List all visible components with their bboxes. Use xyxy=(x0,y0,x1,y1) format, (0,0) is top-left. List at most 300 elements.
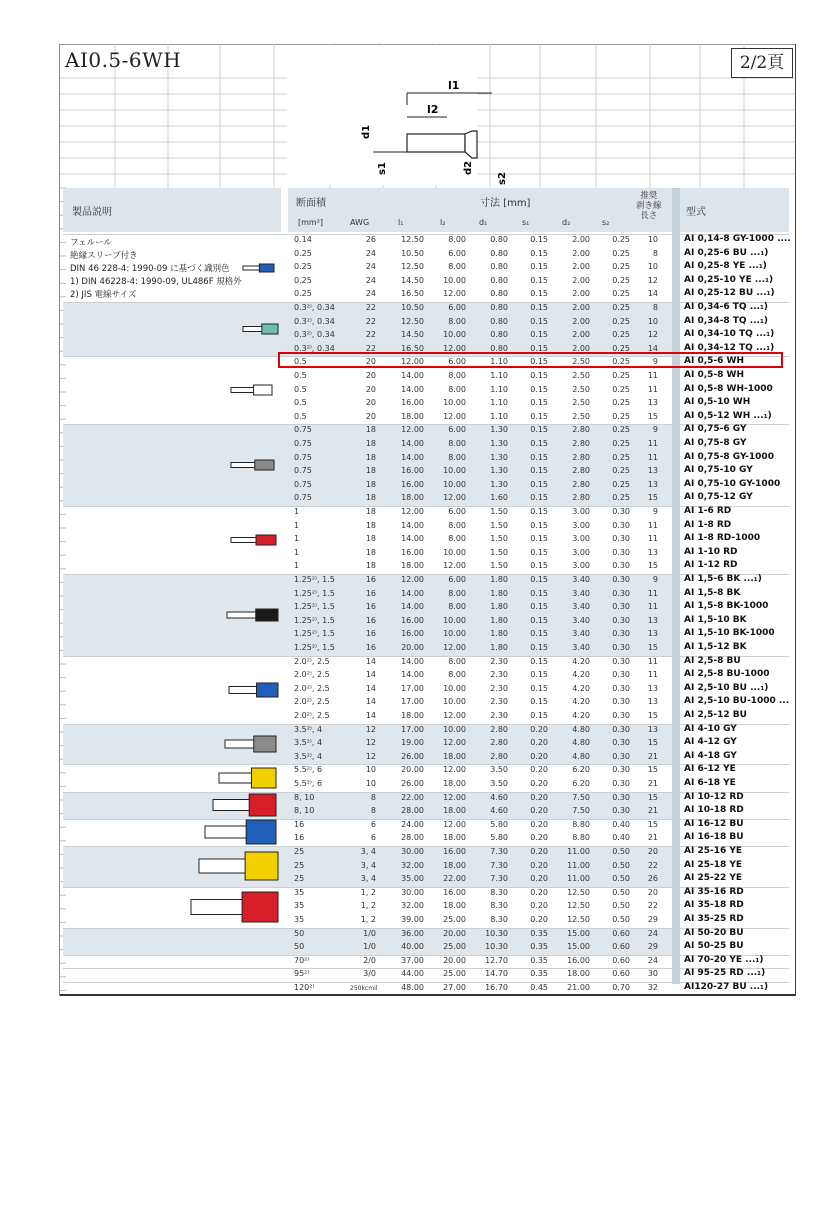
cell-awg: 3, 4 xyxy=(360,847,376,856)
cell-s2: 0.30 xyxy=(612,765,630,775)
cell-s2: 0.30 xyxy=(612,779,630,788)
cell-s2: 0.25 xyxy=(612,248,630,258)
model-name: AI 6-12 YE xyxy=(684,764,736,775)
cell-l2: 8.00 xyxy=(448,384,466,394)
cell-d2: 3.00 xyxy=(572,507,590,516)
table-row xyxy=(290,928,672,942)
cell-awg: 12 xyxy=(365,738,376,748)
cell-l2: 10.00 xyxy=(443,697,466,707)
cell-cross-section: 1.25²⁾, 1.5 xyxy=(294,629,335,639)
cell-d2: 2.00 xyxy=(572,330,590,340)
cell-d2: 8.80 xyxy=(572,833,590,843)
table-row xyxy=(290,819,672,833)
cell-strip-length: 22 xyxy=(647,901,658,911)
table-row xyxy=(290,424,672,438)
cell-l1: 16.00 xyxy=(401,479,424,489)
cell-s2: 0.50 xyxy=(612,901,630,911)
cell-s2: 0.25 xyxy=(612,452,630,462)
cell-awg: 18 xyxy=(365,466,376,476)
cell-l2: 6.00 xyxy=(448,248,466,258)
ferrule-color-icon xyxy=(218,766,282,790)
cell-awg: 12 xyxy=(365,751,376,761)
cell-d1: 1.10 xyxy=(490,398,508,408)
cell-s1: 0.15 xyxy=(530,248,548,258)
cell-d1: 8.30 xyxy=(490,887,508,897)
description-line: 2) JIS 電線サイズ xyxy=(70,290,137,300)
cell-strip-length: 15 xyxy=(647,711,658,720)
cell-awg: 18 xyxy=(365,507,376,516)
cell-d2: 21.00 xyxy=(567,983,590,992)
cell-s2: 0.25 xyxy=(612,384,630,394)
cell-cross-section: 2.0²⁾, 2.5 xyxy=(294,697,330,707)
cell-d2: 2.00 xyxy=(572,248,590,258)
model-name: AI 0,5-8 WH xyxy=(684,370,744,380)
cell-l1: 30.00 xyxy=(401,887,424,897)
cell-awg: 8 xyxy=(370,792,376,802)
cell-s2: 0.30 xyxy=(612,615,630,625)
s2-label: s2 xyxy=(497,172,508,185)
cell-strip-length: 8 xyxy=(652,248,658,258)
cell-l1: 14.00 xyxy=(401,439,424,448)
cell-cross-section: 35 xyxy=(294,915,305,924)
cell-s2: 0.25 xyxy=(612,357,630,367)
model-name: AI 25-16 YE xyxy=(684,846,743,856)
model-name: AI 70-20 YE ...₁) xyxy=(684,954,764,965)
table-row xyxy=(290,234,672,248)
cell-s1: 0.15 xyxy=(530,479,548,489)
cell-awg: 18 xyxy=(365,439,376,448)
table-row xyxy=(290,465,672,479)
model-name: AI 1,5-10 BK-1000 xyxy=(684,628,775,639)
model-name: AI 25-18 YE xyxy=(684,859,743,870)
cell-l2: 8.00 xyxy=(448,439,466,448)
cell-s2: 0.25 xyxy=(612,439,630,448)
header-cross-section: 断面積 xyxy=(296,198,326,209)
cell-strip-length: 11 xyxy=(647,371,658,380)
model-name: AI 1,5-12 BK xyxy=(684,642,747,652)
cell-d1: 1.10 xyxy=(490,411,508,421)
cell-awg: 18 xyxy=(365,493,376,503)
cell-d1: 0.80 xyxy=(490,248,508,258)
cell-strip-length: 14 xyxy=(647,289,658,299)
table-row xyxy=(290,615,672,629)
cell-d2: 12.50 xyxy=(567,887,590,897)
document-title: AI0.5-6WH xyxy=(65,48,182,72)
cell-s1: 0.15 xyxy=(530,697,548,707)
cell-s2: 0.30 xyxy=(612,656,630,666)
cell-d2: 2.50 xyxy=(572,398,590,408)
cell-d1: 10.30 xyxy=(485,928,508,938)
cell-l2: 10.00 xyxy=(443,479,466,489)
cell-cross-section: 1.25²⁾, 1.5 xyxy=(294,615,335,625)
cell-l2: 12.00 xyxy=(443,561,466,571)
cell-d2: 2.00 xyxy=(572,275,590,285)
cell-cross-section: 2.0²⁾, 2.5 xyxy=(294,656,330,666)
cell-d1: 7.30 xyxy=(490,874,508,884)
cell-l2: 10.00 xyxy=(443,547,466,557)
cell-s1: 0.15 xyxy=(530,711,548,720)
table-row xyxy=(290,900,672,914)
table-row xyxy=(290,628,672,642)
cell-d1: 1.30 xyxy=(490,439,508,448)
cell-d1: 1.30 xyxy=(490,452,508,462)
cell-d1: 14.70 xyxy=(485,969,508,979)
cell-l2: 25.00 xyxy=(443,942,466,952)
cell-s1: 0.15 xyxy=(530,303,548,312)
cell-d2: 2.50 xyxy=(572,357,590,367)
cell-s2: 0.30 xyxy=(612,711,630,720)
cell-cross-section: 1 xyxy=(294,507,300,516)
cell-d2: 2.00 xyxy=(572,289,590,299)
cell-cross-section: 16 xyxy=(294,819,305,829)
cell-d1: 8.30 xyxy=(490,915,508,924)
cell-awg: 18 xyxy=(365,452,376,462)
cell-strip-length: 20 xyxy=(647,847,658,856)
cell-s1: 0.20 xyxy=(530,901,548,911)
cell-s1: 0.15 xyxy=(530,411,548,421)
table-row xyxy=(290,724,672,738)
cell-d2: 3.40 xyxy=(572,629,590,639)
model-name: AI 4-12 GY xyxy=(684,737,737,748)
cell-strip-length: 15 xyxy=(647,643,658,652)
cell-d1: 1.50 xyxy=(490,534,508,544)
cell-s2: 0.30 xyxy=(612,738,630,748)
cell-s2: 0.50 xyxy=(612,860,630,870)
cell-l2: 22.00 xyxy=(443,874,466,884)
cell-cross-section: 50 xyxy=(294,942,305,952)
cell-s1: 0.35 xyxy=(530,942,548,952)
cell-cross-section: 0.3²⁾, 0.34 xyxy=(294,316,335,326)
cell-cross-section: 0.25 xyxy=(294,262,312,272)
cell-awg: 1, 2 xyxy=(360,915,376,924)
cell-l2: 18.00 xyxy=(443,779,466,788)
ferrule-collar xyxy=(465,131,477,158)
model-name: AI 2,5-8 BU-1000 xyxy=(684,669,770,680)
cell-cross-section: 1 xyxy=(294,534,300,544)
cell-d1: 4.60 xyxy=(490,792,508,802)
cell-cross-section: 5.5²⁾, 6 xyxy=(294,765,323,775)
cell-awg: 1/0 xyxy=(363,942,376,952)
table-row xyxy=(290,302,672,316)
cell-l2: 8.00 xyxy=(448,670,466,680)
cell-strip-length: 13 xyxy=(647,683,658,693)
model-name: AI 0,34-12 TQ ...₁) xyxy=(684,342,775,353)
cell-d2: 3.00 xyxy=(572,561,590,571)
cell-strip-length: 15 xyxy=(647,765,658,775)
model-name: AI 1-10 RD xyxy=(684,546,738,557)
model-name: AI 35-16 RD xyxy=(684,886,744,897)
cell-s1: 0.15 xyxy=(530,520,548,530)
model-name: AI 95-25 RD ...₁) xyxy=(684,968,766,979)
cell-l2: 12.00 xyxy=(443,643,466,652)
cell-s1: 0.20 xyxy=(530,779,548,788)
cell-strip-length: 30 xyxy=(647,969,658,979)
cell-strip-length: 21 xyxy=(647,751,658,761)
cell-cross-section: 0.5 xyxy=(294,411,307,421)
cell-l2: 8.00 xyxy=(448,235,466,244)
cell-s2: 0.30 xyxy=(612,507,630,516)
cell-strip-length: 11 xyxy=(647,534,658,544)
cell-strip-length: 9 xyxy=(652,357,658,367)
cell-l1: 28.00 xyxy=(401,806,424,816)
cell-d2: 3.40 xyxy=(572,602,590,612)
cell-s1: 0.15 xyxy=(530,507,548,516)
model-name: AI 0,75-8 GY-1000 xyxy=(684,451,774,462)
cell-l1: 30.00 xyxy=(401,847,424,856)
cell-strip-length: 10 xyxy=(647,316,658,326)
cell-s1: 0.15 xyxy=(530,357,548,367)
cell-l1: 14.00 xyxy=(401,520,424,530)
model-column-divider xyxy=(672,188,680,984)
cell-d2: 18.00 xyxy=(567,969,590,979)
model-name: AI 0,75-8 GY xyxy=(684,438,747,448)
cell-cross-section: 1.25²⁾, 1.5 xyxy=(294,643,335,652)
cell-d2: 2.80 xyxy=(572,479,590,489)
cell-l2: 25.00 xyxy=(443,915,466,924)
cell-s2: 0.30 xyxy=(612,724,630,734)
cell-strip-length: 11 xyxy=(647,656,658,666)
cell-awg: 20 xyxy=(365,371,376,380)
cell-l1: 14.00 xyxy=(401,670,424,680)
cell-l2: 6.00 xyxy=(448,303,466,312)
cell-l1: 20.00 xyxy=(401,643,424,652)
cell-s2: 0.30 xyxy=(612,547,630,557)
cell-awg: 16 xyxy=(365,629,376,639)
cell-d2: 4.20 xyxy=(572,697,590,707)
header-s1: s₁ xyxy=(522,218,530,227)
cell-l1: 12.00 xyxy=(401,507,424,516)
model-name: AI 2,5-8 BU xyxy=(684,655,741,666)
cell-awg: 18 xyxy=(365,425,376,435)
cell-awg: 20 xyxy=(365,398,376,408)
cell-s2: 0.30 xyxy=(612,806,630,816)
ferrule-color-icon xyxy=(204,818,282,846)
cell-awg: 12 xyxy=(365,724,376,734)
cell-l2: 6.00 xyxy=(448,507,466,516)
cell-l1: 40.00 xyxy=(401,942,424,952)
header-description: 製品説明 xyxy=(72,207,112,218)
cell-awg: 24 xyxy=(365,248,376,258)
header-d2: d₂ xyxy=(562,218,571,227)
description-line: フェルール xyxy=(70,238,112,248)
cell-l1: 14.50 xyxy=(401,275,424,285)
cell-d2: 2.80 xyxy=(572,466,590,476)
cell-s1: 0.15 xyxy=(530,384,548,394)
ferrule-color-icon xyxy=(230,533,282,547)
cell-awg: 14 xyxy=(365,683,376,693)
cell-strip-length: 32 xyxy=(647,983,658,992)
cell-d1: 0.80 xyxy=(490,330,508,340)
cell-cross-section: 0.3²⁾, 0.34 xyxy=(294,303,335,312)
cell-strip-length: 22 xyxy=(647,860,658,870)
model-name: AI 6-18 YE xyxy=(684,778,736,788)
cell-strip-length: 15 xyxy=(647,411,658,421)
cell-d1: 0.80 xyxy=(490,316,508,326)
cell-s2: 0.30 xyxy=(612,534,630,544)
cell-s1: 0.20 xyxy=(530,751,548,761)
cell-d2: 11.00 xyxy=(567,860,590,870)
cell-strip-length: 10 xyxy=(647,235,658,244)
model-name: AI 0,5-6 WH xyxy=(684,356,744,367)
cell-strip-length: 21 xyxy=(647,806,658,816)
cell-s1: 0.15 xyxy=(530,629,548,639)
table-row xyxy=(290,792,672,806)
cell-l1: 17.00 xyxy=(401,697,424,707)
cell-strip-length: 11 xyxy=(647,520,658,530)
cell-d1: 10.30 xyxy=(485,942,508,952)
cell-d1: 7.30 xyxy=(490,847,508,856)
cell-awg: 18 xyxy=(365,547,376,557)
model-name: AI 0,25-12 BU ...₁) xyxy=(684,288,775,299)
cell-l2: 6.00 xyxy=(448,357,466,367)
cell-l1: 17.00 xyxy=(401,724,424,734)
cell-s2: 0.25 xyxy=(612,330,630,340)
cell-d1: 1.60 xyxy=(490,493,508,503)
cell-d2: 2.00 xyxy=(572,316,590,326)
cell-s1: 0.45 xyxy=(530,983,548,992)
cell-cross-section: 3.5²⁾, 4 xyxy=(294,738,323,748)
ferrule-dimension-figure xyxy=(287,45,508,185)
cell-s1: 0.15 xyxy=(530,452,548,462)
table-row xyxy=(290,642,672,656)
cell-d2: 2.80 xyxy=(572,493,590,503)
cell-awg: 16 xyxy=(365,643,376,652)
cell-s2: 0.30 xyxy=(612,683,630,693)
cell-d2: 4.20 xyxy=(572,711,590,720)
cell-d1: 8.30 xyxy=(490,901,508,911)
cell-s2: 0.50 xyxy=(612,847,630,856)
cell-cross-section: 0.3²⁾, 0.34 xyxy=(294,330,335,340)
cell-s1: 0.15 xyxy=(530,547,548,557)
model-name: AI 50-25 BU xyxy=(684,941,744,952)
cell-d1: 2.80 xyxy=(490,751,508,761)
cell-d2: 12.50 xyxy=(567,915,590,924)
cell-s2: 0.25 xyxy=(612,466,630,476)
cell-strip-length: 13 xyxy=(647,398,658,408)
cell-s1: 0.20 xyxy=(530,819,548,829)
cell-cross-section: 8, 10 xyxy=(294,806,315,816)
cell-awg: 2/0 xyxy=(363,955,376,965)
cell-l1: 16.00 xyxy=(401,398,424,408)
cell-s2: 0.40 xyxy=(612,819,630,829)
cell-cross-section: 35 xyxy=(294,887,305,897)
table-row xyxy=(290,968,672,982)
table-row xyxy=(290,560,672,574)
cell-awg: 14 xyxy=(365,711,376,720)
cell-awg: 20 xyxy=(365,411,376,421)
cell-cross-section: 2.0²⁾, 2.5 xyxy=(294,711,330,720)
cell-awg: 22 xyxy=(365,316,376,326)
cell-strip-length: 15 xyxy=(647,561,658,571)
model-name: AI 50-20 BU xyxy=(684,927,744,938)
cell-strip-length: 15 xyxy=(647,738,658,748)
model-name: AI 0,25-6 BU ...₁) xyxy=(684,247,769,258)
cell-s2: 0.25 xyxy=(612,411,630,421)
cell-s1: 0.20 xyxy=(530,847,548,856)
cell-s2: 0.30 xyxy=(612,520,630,530)
cell-l2: 8.00 xyxy=(448,588,466,598)
cell-d2: 6.20 xyxy=(572,779,590,788)
cell-s1: 0.35 xyxy=(530,928,548,938)
cell-d2: 3.40 xyxy=(572,575,590,584)
cell-cross-section: 1.25²⁾, 1.5 xyxy=(294,575,335,584)
header-awg: AWG xyxy=(350,218,370,227)
cell-strip-length: 13 xyxy=(647,479,658,489)
model-name: AI 0,14-8 GY-1000 .... xyxy=(684,234,791,244)
header-dimensions: 寸法 [mm] xyxy=(480,198,531,209)
cell-cross-section: 120²⁾ xyxy=(294,983,315,992)
table-row xyxy=(290,384,672,398)
cell-l1: 26.00 xyxy=(401,779,424,788)
cell-s2: 0.30 xyxy=(612,588,630,598)
cell-d1: 0.80 xyxy=(490,275,508,285)
model-name: AI 1-12 RD xyxy=(684,560,738,571)
cell-l1: 19.00 xyxy=(401,738,424,748)
model-name: AI 0,5-10 WH xyxy=(684,397,751,408)
cell-s2: 0.25 xyxy=(612,425,630,435)
cell-s1: 0.15 xyxy=(530,235,548,244)
cell-s1: 0.15 xyxy=(530,534,548,544)
table-row xyxy=(290,778,672,792)
model-name: AI 16-12 BU xyxy=(684,818,744,829)
cell-cross-section: 0.75 xyxy=(294,452,312,462)
cell-d2: 2.50 xyxy=(572,371,590,380)
model-name: AI 35-25 RD xyxy=(684,914,744,924)
model-name: AI 10-18 RD xyxy=(684,805,744,816)
cell-s2: 0.30 xyxy=(612,670,630,680)
cell-l1: 32.00 xyxy=(401,901,424,911)
model-name: AI 1-8 RD xyxy=(684,519,732,530)
cell-d1: 1.50 xyxy=(490,547,508,557)
cell-l2: 12.00 xyxy=(443,493,466,503)
cell-awg: 22 xyxy=(365,303,376,312)
cell-d1: 1.80 xyxy=(490,615,508,625)
cell-d1: 2.80 xyxy=(490,724,508,734)
cell-awg: 8 xyxy=(370,806,376,816)
cell-s2: 0.25 xyxy=(612,262,630,272)
cell-strip-length: 10 xyxy=(647,262,658,272)
cell-s1: 0.15 xyxy=(530,575,548,584)
cell-cross-section: 1 xyxy=(294,561,300,571)
cell-s1: 0.35 xyxy=(530,969,548,979)
cell-s1: 0.15 xyxy=(530,615,548,625)
cell-s2: 0.40 xyxy=(612,833,630,843)
cell-strip-length: 29 xyxy=(647,915,658,924)
cell-d2: 3.00 xyxy=(572,547,590,557)
cell-d1: 3.50 xyxy=(490,765,508,775)
cell-l2: 8.00 xyxy=(448,316,466,326)
cell-l1: 16.50 xyxy=(401,289,424,299)
cell-awg: 6 xyxy=(370,819,376,829)
cell-d2: 6.20 xyxy=(572,765,590,775)
cell-d1: 16.70 xyxy=(485,983,508,992)
cell-awg: 1, 2 xyxy=(360,887,376,897)
cell-l1: 14.00 xyxy=(401,452,424,462)
table-row xyxy=(290,588,672,602)
table-row xyxy=(290,669,672,683)
table-row xyxy=(290,832,672,846)
cell-l2: 16.00 xyxy=(443,887,466,897)
cell-s1: 0.20 xyxy=(530,915,548,924)
table-row xyxy=(290,683,672,697)
cell-d1: 1.50 xyxy=(490,520,508,530)
cell-s1: 0.15 xyxy=(530,439,548,448)
cell-cross-section: 35 xyxy=(294,901,305,911)
cell-awg: 3/0 xyxy=(363,969,376,979)
cell-s2: 0.30 xyxy=(612,561,630,571)
model-name: AI 0,5-12 WH ...₁) xyxy=(684,410,772,421)
cell-l1: 14.00 xyxy=(401,371,424,380)
